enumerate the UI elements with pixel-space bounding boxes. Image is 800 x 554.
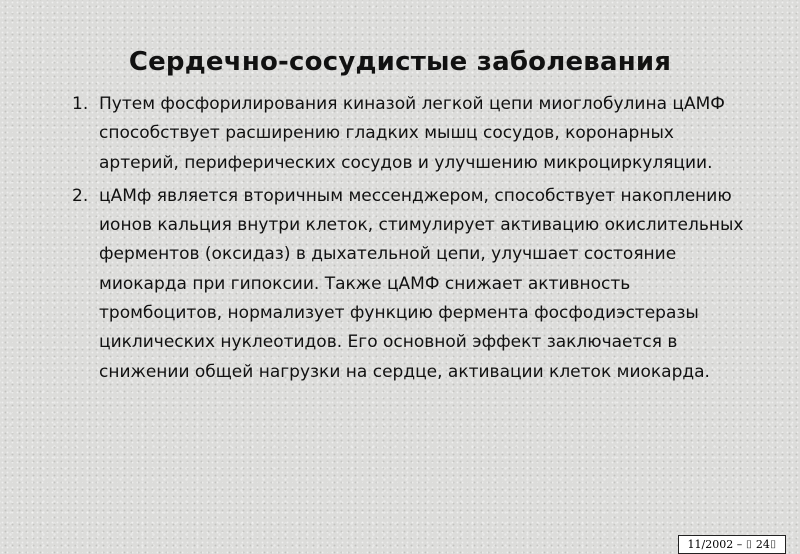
slide-footer: 11/2002 – ⌷ 24⌷	[678, 535, 786, 554]
list-item-number: 2.	[72, 185, 89, 206]
list-item-number: 1.	[72, 94, 89, 114]
content-list	[72, 90, 752, 387]
list-item-text: цАМф является вторичным мессенджером, способствует накоплению ионов кальция внутри клеток, стимулирует активацию окислительных ферментов (оксидаз) в дыхательной цепи, улучшает состояние миокарда при гипоксии. Также цАМФ снижает активность тромбоцитов, нормализует функцию фермента фосфодиэстеразы циклических нуклеотидов. Его основной эффект заключается в снижении общей нагрузки на сердце, активации клеток миокарда.	[99, 185, 744, 382]
slide-title: Сердечно-сосудистые заболевания	[128, 47, 672, 78]
list-item	[72, 90, 752, 178]
list-item-text: Путем фосфорилирования киназой легкой цепи миоглобулина цАМФ способствует расширению гладких мышц сосудов, коронарных артерий, периферических сосудов и улучшению микроциркуляции.	[99, 94, 725, 173]
list-item	[72, 182, 752, 387]
